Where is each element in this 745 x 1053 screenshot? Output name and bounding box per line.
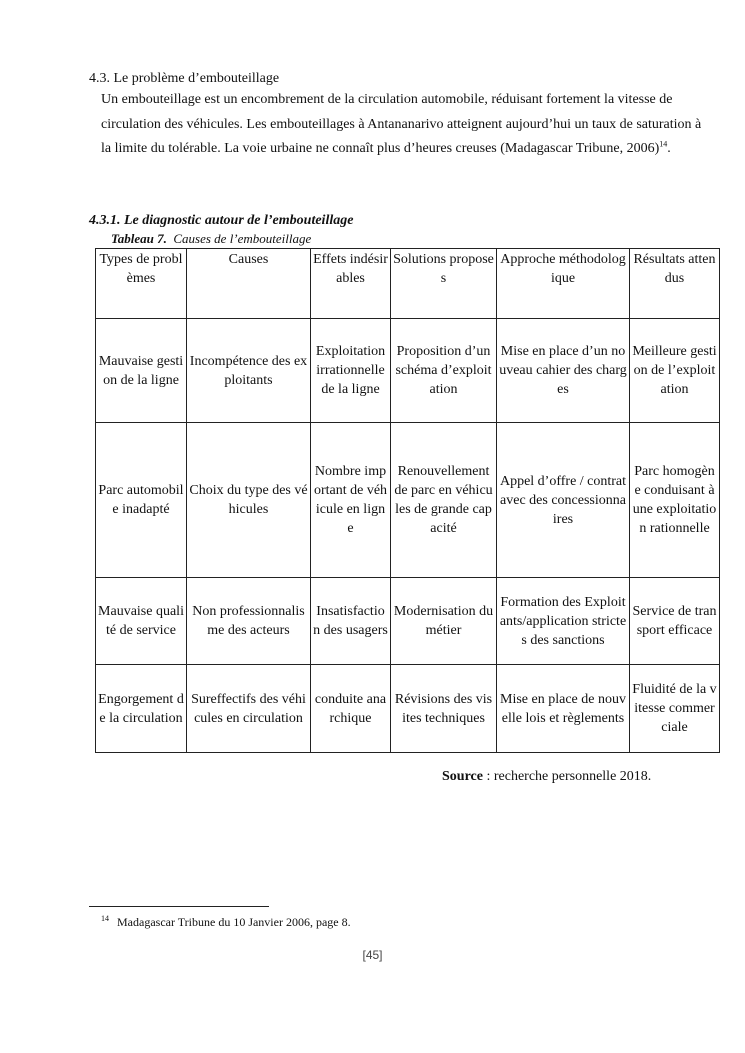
- header-cell: Types de problèmes: [96, 249, 187, 319]
- table-cell: Non professionnalisme des acteurs: [187, 578, 311, 665]
- source-note: [442, 769, 651, 785]
- subsection-heading: 4.3.1. Le diagnostic autour de l’embouteillage: [89, 213, 354, 228]
- table-cell: Révisions des visites techniques: [391, 665, 497, 753]
- table-cell: Meilleure gestion de l’exploitation: [630, 319, 720, 423]
- table-caption-title: Causes de l’embouteillage: [173, 231, 312, 246]
- header-cell: Approche méthodologique: [497, 249, 630, 319]
- causes-table: [95, 248, 720, 753]
- header-cell: Causes: [187, 249, 311, 319]
- section-heading: 4.3. Le problème d’embouteillage: [89, 71, 280, 86]
- table-cell: Fluidité de la vitesse commerciale: [630, 665, 720, 753]
- header-cell: Effets indésirables: [311, 249, 391, 319]
- table-cell: Mauvaise gestion de la ligne: [96, 319, 187, 423]
- footnote: [101, 914, 351, 930]
- table-cell: Choix du type des véhicules: [187, 423, 311, 578]
- table-cell: Mauvaise qualité de service: [96, 578, 187, 665]
- table-cell: Incompétence des exploitants: [187, 319, 311, 423]
- table-row: [96, 665, 720, 753]
- table-cell: Appel d’offre / contrat avec des concessionnaires: [497, 423, 630, 578]
- table-cell: Engorgement de la circulation: [96, 665, 187, 753]
- page-number: [45]: [362, 948, 383, 962]
- table-cell: Parc automobile inadapté: [96, 423, 187, 578]
- table-cell: Service de transport efficace: [630, 578, 720, 665]
- table-cell: Mise en place d’un nouveau cahier des charges: [497, 319, 630, 423]
- table-cell: Modernisation du métier: [391, 578, 497, 665]
- table-caption: [111, 231, 311, 247]
- table-cell: Formation des Exploitants/application strictes des sanctions: [497, 578, 630, 665]
- footnote-text: Madagascar Tribune du 10 Janvier 2006, page 8.: [117, 915, 351, 929]
- footnote-separator: [89, 906, 269, 907]
- table-cell: Insatisfaction des usagers: [311, 578, 391, 665]
- table-cell: conduite anarchique: [311, 665, 391, 753]
- table-header-row: [96, 249, 720, 319]
- table-cell: Sureffectifs des véhicules en circulation: [187, 665, 311, 753]
- source-label: Source: [442, 769, 483, 784]
- intro-paragraph: Un embouteillage est un encombrement de la circulation automobile, réduisant fortement la vitesse de circulation des véhicules. Les embouteillages à Antananarivo atteignent aujourd’hui un taux de saturation à la limite du tolérable. La voie urbaine ne connaît plus d’heures creuses (Madagascar Tribune, 2006)$^{14}$.: [101, 92, 702, 156]
- table-cell: Renouvellement de parc en véhicules de grande capacité: [391, 423, 497, 578]
- header-cell: Résultats attendus: [630, 249, 720, 319]
- header-cell: Solutions proposes: [391, 249, 497, 319]
- table-cell: Parc homogène conduisant à une exploitation rationnelle: [630, 423, 720, 578]
- table-caption-label: Tableau 7.: [111, 231, 167, 246]
- table-cell: Exploitation irrationnelle de la ligne: [311, 319, 391, 423]
- table-row: [96, 578, 720, 665]
- table-row: [96, 319, 720, 423]
- paragraph-text: Un embouteillage est un encombrement de la circulation automobile, réduisant fortement la vitesse de circulation des véhicules. Les embouteillages à Antananarivo atteignent aujourd’hui un taux de saturation à la limite du tolérable. La voie urbaine ne connaît plus d’heures creuses (Madagascar Tribune, 2006): [101, 92, 702, 156]
- table-cell: Proposition d’un schéma d’exploitation: [391, 319, 497, 423]
- footnote-reference[interactable]: 14: [659, 139, 668, 149]
- table-cell: Mise en place de nouvelle lois et règlements: [497, 665, 630, 753]
- table-cell: Nombre important de véhicule en ligne: [311, 423, 391, 578]
- footnote-number: 14: [101, 914, 109, 923]
- table-row: [96, 423, 720, 578]
- source-text: : recherche personnelle 2018.: [482, 769, 652, 784]
